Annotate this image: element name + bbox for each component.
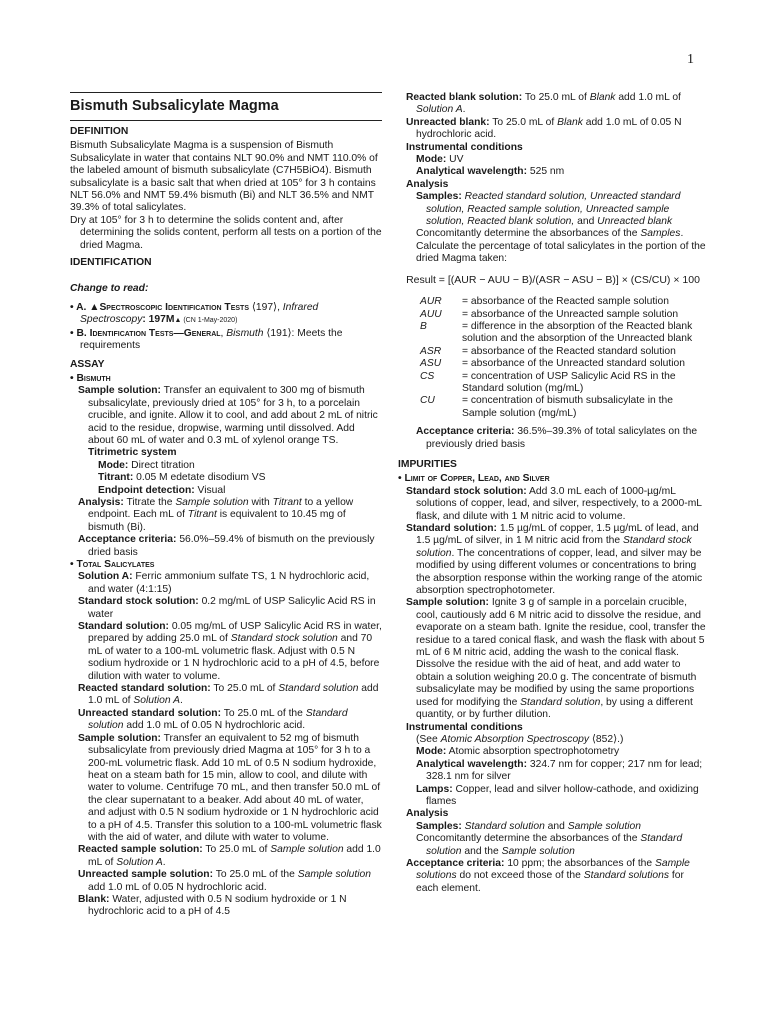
label: Unreacted blank: [406,116,490,128]
label: Analysis: [78,496,124,508]
impurities-heading: IMPURITIES [398,458,457,470]
text: , by using a different quantity, or by further dilution. [416,696,693,721]
def-symbol: AUR [420,296,442,308]
id-a-prefix: • A. ▲ [70,301,100,313]
formula-definitions [402,296,708,420]
bismuth-analysis [70,497,382,534]
label: Standard stock solution: [406,485,527,497]
italic: Solution A [416,104,463,116]
def-symbol: ASR [420,345,442,357]
definition-dry-text: Dry at 105° for 3 h to determine the solids content and, after determining the solids content, perform all tests on a portion of the dried Magma. [70,214,382,251]
definition-heading: DEFINITION [70,126,129,137]
unreacted-sample-solution [70,869,382,894]
salicylates-acceptance [398,426,708,451]
text: UV [446,154,464,166]
text: . The concentrations of copper, lead, and silver may be modified by using different volumes or concentrations to bring the absorption response within the working range of the atomic absorption spectrophotometer. [416,547,703,597]
text: . [162,856,166,868]
label: Acceptance criteria: [406,857,505,869]
sample-solution [70,733,382,845]
italic: Solution A [133,695,180,707]
label: Analytical wavelength: [416,166,528,178]
italic: Standard solution [278,683,359,695]
concomitant-text [398,228,708,265]
text: and [574,216,598,228]
page-title: Bismuth Subsalicylate Magma [70,98,279,114]
imp-standard-solution [398,523,708,597]
text: with [248,496,273,508]
text: Direct titration [128,459,195,471]
result-formula: Result = [(AUR − AUU − B)/(ASR − ASU − B)] × (CS/CU) × 100 [406,273,700,286]
see-reference [398,734,708,746]
unreacted-standard-solution [70,708,382,733]
reacted-sample-solution [70,844,382,869]
text: To 25.0 mL of [489,116,558,128]
standard-stock-solution [70,596,382,621]
text: To 25.0 mL of [522,92,590,103]
label: Endpoint detection: [98,484,195,496]
text: Transfer an equivalent to 52 mg of bismuth subsalicylate from previously dried Magma at 105° for 3 h to a 200-mL volumetric flask. Add 10 mL of 0.5 N sodium hydroxide, heat on a steam bath for 15 min, allow to cool, and dilute with water to volume. Centrifuge 70 mL, and then transfer 50.0 mL of the clear supernatant to a beaker. Add about 40 mL of water, and adjust with 0.5 N sodium hydroxide or 1 N hydrochloric acid to a pH of 4.5. Transfer this solution to a 100-mL volumetric flask with the aid of water, and dilute with water to volume. [88,732,382,843]
title-rule [70,92,382,93]
text: add 1.0 mL of 0.05 N hydrochloric acid. [123,720,306,732]
text: Titrate the [123,496,176,508]
text: To 25.0 mL of [202,844,271,856]
blank [70,894,382,919]
label: Standard stock solution: [78,596,199,608]
mode-line [70,460,382,472]
italic: Blank [589,92,616,103]
imp-standard-stock [398,486,708,523]
text: add 1.0 mL of [88,844,381,868]
titrant-line [70,472,382,484]
unreacted-blank [398,117,708,142]
text: Concomitantly determine the absorbances of the [416,833,641,845]
italic: Sample solution [297,869,372,881]
text: 36.5%–39.3% of total salicylates on the previously dried basis [426,426,698,450]
reacted-standard-solution [70,683,382,708]
text: ⟨852⟩.) [589,733,624,745]
label: Sample solution: [78,732,161,744]
id-b-prefix: • B. [70,327,90,339]
italic: Sample solution [501,845,575,857]
def-text: = absorbance of the Reacted sample solution [462,296,669,308]
text: Ferric ammonium sulfate TS, 1 N hydrochloric acid, and water (4:1:15) [88,571,370,595]
def-text: = absorbance of the Unreacted standard solution [462,358,685,370]
text: 10 ppm; the absorbances of the [504,857,655,869]
text: Transfer an equivalent to 300 mg of bismuth subsalicylate, previously dried at 105° for 3 h, to a porcelain crucible, and ignite. Allow it to cool, and add about 2 mL of nitric acid to the residue, dropwise, warming until dissolved. Add about 60 mL of water and 0.3 mL of xylenol orange TS. [88,385,378,446]
bismuth-sample-solution [70,385,382,447]
label: Mode: [416,746,447,758]
text: Concomitantly determine the absorbances of the [416,228,641,240]
text: 1.5 µg/mL of copper, 1.5 µg/mL of lead, and 1.5 µg/mL of silver, in 1 M nitric acid from the [416,523,699,547]
italic: Standard solution [520,696,601,708]
def-text: = concentration of USP Salicylic Acid RS in the Standard solution (mg/mL) [462,370,676,394]
change-to-read: Change to read: [70,283,149,295]
text: is equivalent to 10.45 mg of bismuth (Bi). [88,509,346,533]
endpoint-line [70,485,382,497]
text: add 1.0 mL of [615,92,681,103]
text: Add 3.0 mL each of 1000-µg/mL solutions of copper, lead, and silver, respectively, to a 2000-mL flask, and dilute with 1 M nitric acid to volume. [416,485,702,522]
label: Samples: [416,820,462,832]
solution-a [70,571,382,596]
limit-heading: • Limit of Copper, Lead, and Silver [398,473,550,485]
text: To 25.0 mL of the [221,707,306,719]
text: and the [461,845,502,857]
id-a-italic: Infrared Spectroscopy [80,301,319,326]
total-salicylates-heading: • Total Salicylates [70,559,155,570]
reacted-blank-solution [398,92,708,117]
samples-line [398,191,708,228]
text: . [179,695,183,707]
label: Acceptance criteria: [416,426,515,438]
label: Reacted standard solution: [78,683,211,695]
text: . [462,104,466,116]
def-symbol: ASU [420,358,442,370]
page-number: 1 [687,52,694,67]
text: 525 nm [527,166,565,178]
label: Unreacted standard solution: [78,707,222,719]
imp-acceptance [398,858,708,895]
italic: Sample solution [175,496,249,508]
italic: Standard solution [426,833,683,857]
title-rule-bottom [70,120,382,121]
id-a-ref: ⟨197⟩, [249,301,283,313]
label: Mode: [416,154,447,166]
italic: Solution A [116,856,163,868]
bismuth-heading: • Bismuth [70,372,111,384]
id-b-italic: Bismuth [226,327,264,339]
text: 324.7 nm for copper; 217 nm for lead; 328.1 nm for silver [426,758,703,783]
identification-b [70,328,382,353]
right-column [398,92,708,895]
imp-analysis-label: Analysis [406,808,449,820]
italic: Standard stock solution [230,633,338,645]
label: Sample solution: [78,385,161,397]
label: Standard solution: [406,523,497,534]
identification-heading: IDENTIFICATION [70,257,152,269]
label: Solution A: [78,571,133,583]
text: 0.05 M edetate disodium VS [133,472,266,484]
id-a-delta: ▲ [174,317,182,325]
id-a-code: : 197M [142,314,175,326]
def-text: = concentration of bismuth subsalicylate in the Sample solution (mg/mL) [462,395,673,419]
analysis-label: Analysis [406,178,449,190]
imp-concomitant [398,833,708,858]
def-text: = absorbance of the Unreacted sample solution [462,308,679,320]
definition-text: Bismuth Subsalicylate Magma is a suspension of Bismuth Subsalicylate in water that contains NLT 90.0% and NMT 110.0% of the labeled amount of bismuth subsalicylate (C7H5BiO4). Bismuth subsalicylate is a basic salt that when dried at 105° for 3 h contains NLT 56.0% and NMT 59.4% bismuth (Bi) and NLT 36.5% and NMT 39.3% of total salicylates. [70,140,378,214]
assay-heading: ASSAY [70,358,105,370]
label: Reacted sample solution: [78,844,203,856]
label: Unreacted sample solution: [78,869,214,881]
text: add 1.0 mL of [88,683,379,707]
imp-samples-line [398,821,708,833]
text: and [544,820,568,832]
def-text: = absorbance of the Reacted standard solution [462,345,676,357]
text: 56.0%–59.4% of bismuth on the previously dried basis [88,534,375,558]
italic: Atomic Absorption Spectroscopy [440,733,590,745]
standard-solution [70,621,382,683]
text: 0.05 mg/mL of USP Salicylic Acid RS in water, prepared by adding 25.0 mL of [88,621,382,645]
italic: Reacted standard solution, Unreacted standard solution, Reacted sample solution, Unreacted sample solution, Reacted blank solution, [426,191,681,228]
bismuth-acceptance [70,534,382,559]
text: add 1.0 mL of 0.05 N hydrochloric acid. [88,881,267,893]
text: Visual [194,484,226,496]
label: Samples: [416,191,462,203]
text: Ignite 3 g of sample in a porcelain crucible, cool, cautiously add 6 M nitric acid to dissolve the residue, and evaporate on a steam bath. Ignite the residue, cool, transfer the residue to a tared conical flask, and wash the flask with about 5 mL of 6 M nitric acid, adding the wash to the conical flask. Dissolve the residue with the aid of heat, and add water to obtain a solution weighing 20.0 g. The concentrate of bismuth subsalicylate may be modified by using the same proportions used for modifying the [416,597,706,708]
italic: Titrant [187,509,217,521]
titrimetric-system-label: Titrimetric system [88,447,177,459]
instrumental-conditions-label: Instrumental conditions [406,141,523,153]
label: Lamps: [416,783,453,795]
text: Water, adjusted with 0.5 N sodium hydroxide or 1 N hydrochloric acid to a pH of 4.5 [88,893,347,918]
id-b-name: Identification Tests—General [89,327,221,339]
label: Mode: [98,459,129,471]
id-b-rest: ⟨191⟩: Meets the requirements [80,327,343,352]
text: To 25.0 mL of the [213,869,298,881]
italic: Standard stock solution [416,535,692,559]
label: Blank: [78,893,110,905]
def-symbol: CS [420,370,435,382]
italic: Unreacted blank [597,216,673,228]
text: . Calculate the percentage of total salicylates in the portion of the dried Magma taken: [416,228,706,265]
def-symbol: CU [420,395,435,407]
label: Sample solution: [406,597,489,609]
imp-instrumental-label: Instrumental conditions [406,721,523,733]
def-text: = difference in the absorption of the Reacted blank solution and the absorption of the Unreacted blank [462,320,693,345]
italic: Standard solution [88,707,348,732]
italic: Samples [640,228,681,240]
lamps-line [398,784,708,809]
italic: Blank [557,116,583,128]
text: add 1.0 mL of 0.05 N hydrochloric acid. [416,116,682,141]
text: Copper, lead and silver hollow-cathode, and oxidizing flames [426,783,699,807]
aa-mode-line [398,746,708,758]
text: 0.2 mg/mL of USP Salicylic Acid RS in water [88,596,376,620]
text: do not exceed those of the [456,870,584,882]
text: To 25.0 mL of [210,683,279,695]
label: Standard solution: [78,621,169,633]
def-symbol: B [420,320,427,332]
imp-sample-solution [398,597,708,721]
italic: Standard solutions [583,870,670,882]
aa-wavelength-line [398,759,708,784]
label: Titrant: [98,472,134,484]
id-b-mid: , [220,327,227,339]
text: Atomic absorption spectrophotometry [446,746,620,758]
uv-mode-line [398,154,708,166]
id-a-name: Spectroscopic Identification Tests [99,301,249,313]
def-symbol: AUU [420,308,442,320]
wavelength-line [398,166,708,178]
identification-a [70,302,382,328]
text: (See [416,733,441,745]
italic: Titrant [272,496,302,508]
label: Acceptance criteria: [78,534,177,546]
italic: Sample solutions [416,857,690,882]
text: and 70 mL of water to a 100-mL volumetric flask. Adjust with 0.5 N sodium hydroxide or 1 N hydrochloric acid to a pH of 4.5, before dilution with water to volume. [88,633,380,682]
text: for each element. [416,870,684,894]
label: Reacted blank solution: [406,92,523,103]
italic: Sample solution [270,844,344,856]
label: Analytical wavelength: [416,758,528,770]
left-column [70,92,382,919]
italic: Sample solution [567,820,641,832]
italic: Standard solution [461,820,545,832]
id-a-cn: (CN 1-May-2020) [181,317,238,325]
text: to a yellow endpoint. Each mL of [88,496,354,521]
